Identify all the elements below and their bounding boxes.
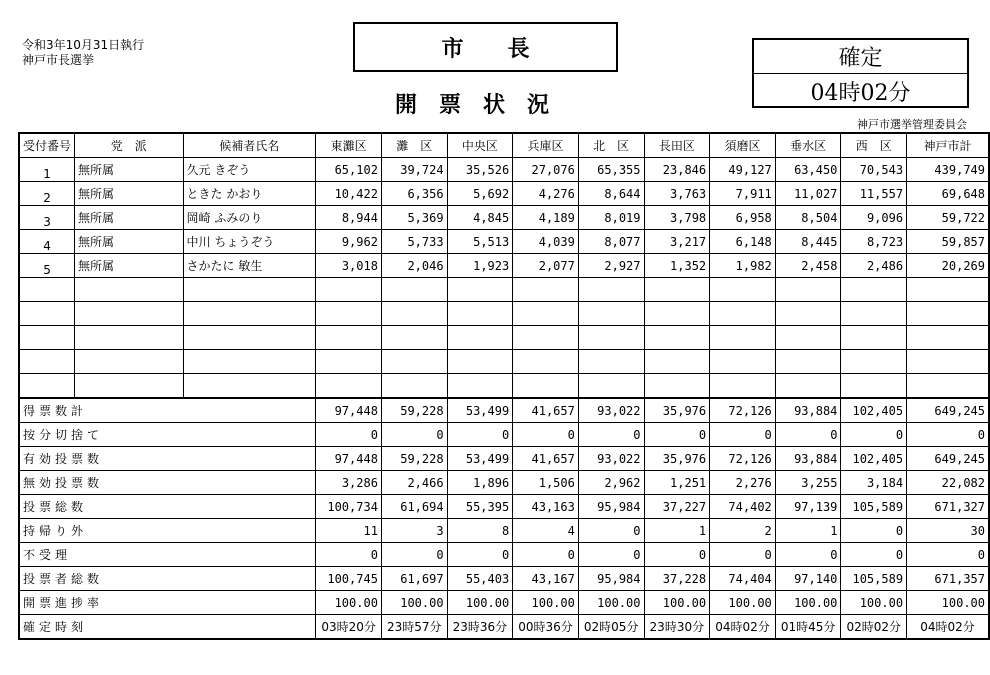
summary-value: 0 [578, 423, 644, 447]
empty-cell [907, 350, 989, 374]
summary-label: 開票進捗率 [19, 591, 316, 615]
summary-value: 11 [316, 519, 382, 543]
empty-cell [513, 374, 579, 399]
empty-cell [775, 350, 841, 374]
summary-value: 74,404 [710, 567, 776, 591]
empty-cell [578, 374, 644, 399]
candidate-party: 無所属 [75, 254, 183, 278]
candidate-name: 中川 ちょうぞう [183, 230, 316, 254]
summary-value: 0 [316, 543, 382, 567]
summary-value: 97,140 [775, 567, 841, 591]
summary-value: 1,251 [644, 471, 710, 495]
summary-value: 0 [710, 423, 776, 447]
vote-count: 59,722 [907, 206, 989, 230]
empty-cell [775, 326, 841, 350]
empty-cell [75, 326, 183, 350]
party-header: 党 派 [75, 133, 183, 158]
election-date: 令和3年10月31日執行 [22, 38, 145, 52]
district-header: 須磨区 [710, 133, 776, 158]
summary-value: 649,245 [907, 398, 989, 423]
summary-value: 4 [513, 519, 579, 543]
summary-value: 100.00 [578, 591, 644, 615]
summary-label: 投票者総数 [19, 567, 316, 591]
candidate-party: 無所属 [75, 182, 183, 206]
empty-cell [578, 302, 644, 326]
summary-value: 0 [381, 423, 447, 447]
vote-count: 8,019 [578, 206, 644, 230]
summary-value: 93,884 [775, 398, 841, 423]
district-header: 中央区 [447, 133, 513, 158]
vote-count: 49,127 [710, 158, 776, 182]
final-time: 03時20分 [316, 615, 382, 640]
empty-cell [447, 374, 513, 399]
empty-cell [644, 278, 710, 302]
vote-count: 65,355 [578, 158, 644, 182]
candidate-number: 1 [19, 158, 75, 182]
empty-cell [75, 302, 183, 326]
summary-value: 100.00 [316, 591, 382, 615]
vote-count: 9,962 [316, 230, 382, 254]
summary-row [19, 519, 989, 543]
summary-value: 95,984 [578, 567, 644, 591]
organization-name: 神戸市選挙管理委員会 [857, 118, 967, 131]
empty-row [19, 374, 989, 399]
summary-value: 0 [513, 543, 579, 567]
summary-value: 55,395 [447, 495, 513, 519]
header-row [19, 133, 989, 158]
summary-value: 2,276 [710, 471, 776, 495]
summary-value: 3,255 [775, 471, 841, 495]
candidate-row [19, 230, 989, 254]
summary-value: 102,405 [841, 447, 907, 471]
vote-count: 2,458 [775, 254, 841, 278]
summary-value: 0 [316, 423, 382, 447]
vote-count: 10,422 [316, 182, 382, 206]
empty-cell [513, 278, 579, 302]
summary-value: 97,448 [316, 447, 382, 471]
summary-value: 74,402 [710, 495, 776, 519]
status-box [752, 38, 969, 108]
summary-value: 55,403 [447, 567, 513, 591]
empty-cell [841, 374, 907, 399]
summary-value: 0 [841, 519, 907, 543]
summary-value: 0 [513, 423, 579, 447]
empty-cell [381, 302, 447, 326]
final-time: 01時45分 [775, 615, 841, 640]
summary-value: 100.00 [841, 591, 907, 615]
summary-value: 100.00 [513, 591, 579, 615]
empty-cell [183, 350, 316, 374]
summary-value: 105,589 [841, 495, 907, 519]
summary-value: 93,884 [775, 447, 841, 471]
empty-cell [841, 350, 907, 374]
vote-count: 2,486 [841, 254, 907, 278]
vote-count: 59,857 [907, 230, 989, 254]
summary-value: 35,976 [644, 398, 710, 423]
empty-cell [316, 350, 382, 374]
total-header: 神戸市計 [907, 133, 989, 158]
vote-count: 8,504 [775, 206, 841, 230]
summary-value: 100.00 [907, 591, 989, 615]
empty-cell [381, 326, 447, 350]
summary-value: 0 [775, 543, 841, 567]
summary-value: 0 [578, 519, 644, 543]
empty-cell [447, 302, 513, 326]
empty-cell [316, 278, 382, 302]
summary-value: 2,962 [578, 471, 644, 495]
vote-count: 2,046 [381, 254, 447, 278]
summary-value: 0 [710, 543, 776, 567]
vote-count: 4,845 [447, 206, 513, 230]
summary-value: 0 [447, 543, 513, 567]
summary-value: 0 [775, 423, 841, 447]
final-time: 23時57分 [381, 615, 447, 640]
vote-count: 3,018 [316, 254, 382, 278]
vote-count: 4,189 [513, 206, 579, 230]
summary-value: 72,126 [710, 447, 776, 471]
summary-value: 3 [381, 519, 447, 543]
summary-label: 投票総数 [19, 495, 316, 519]
vote-count: 65,102 [316, 158, 382, 182]
summary-row [19, 495, 989, 519]
summary-value: 43,163 [513, 495, 579, 519]
summary-value: 102,405 [841, 398, 907, 423]
candidate-name: 岡崎 ふみのり [183, 206, 316, 230]
final-time: 04時02分 [907, 615, 989, 640]
candidate-row [19, 182, 989, 206]
summary-value: 2 [710, 519, 776, 543]
vote-count: 3,217 [644, 230, 710, 254]
empty-cell [578, 278, 644, 302]
empty-row [19, 302, 989, 326]
vote-count: 20,269 [907, 254, 989, 278]
vote-count: 63,450 [775, 158, 841, 182]
page-subtitle: 開票状況 [395, 93, 572, 118]
empty-cell [75, 278, 183, 302]
empty-cell [19, 302, 75, 326]
district-header: 兵庫区 [513, 133, 579, 158]
vote-count: 5,733 [381, 230, 447, 254]
candidate-row [19, 158, 989, 182]
empty-cell [183, 278, 316, 302]
vote-count: 5,369 [381, 206, 447, 230]
candidate-number: 4 [19, 230, 75, 254]
candidate-number: 5 [19, 254, 75, 278]
summary-value: 0 [381, 543, 447, 567]
empty-cell [513, 350, 579, 374]
candidate-name: ときた かおり [183, 182, 316, 206]
candidate-number: 3 [19, 206, 75, 230]
empty-row [19, 326, 989, 350]
summary-value: 30 [907, 519, 989, 543]
results-table [18, 132, 990, 640]
summary-value: 3,286 [316, 471, 382, 495]
empty-cell [447, 350, 513, 374]
empty-cell [578, 326, 644, 350]
status-label: 確定 [754, 40, 967, 74]
empty-cell [841, 326, 907, 350]
candidate-number: 2 [19, 182, 75, 206]
status-time: 04時02分 [810, 80, 911, 106]
empty-cell [381, 374, 447, 399]
summary-value: 35,976 [644, 447, 710, 471]
summary-value: 43,167 [513, 567, 579, 591]
empty-cell [907, 302, 989, 326]
summary-row [19, 471, 989, 495]
summary-row [19, 398, 989, 423]
empty-cell [316, 374, 382, 399]
summary-value: 671,327 [907, 495, 989, 519]
summary-value: 100.00 [447, 591, 513, 615]
summary-value: 3,184 [841, 471, 907, 495]
vote-count: 6,958 [710, 206, 776, 230]
empty-cell [907, 326, 989, 350]
summary-value: 671,357 [907, 567, 989, 591]
final-time: 00時36分 [513, 615, 579, 640]
vote-count: 9,096 [841, 206, 907, 230]
vote-count: 6,148 [710, 230, 776, 254]
summary-value: 649,245 [907, 447, 989, 471]
summary-value: 97,139 [775, 495, 841, 519]
vote-count: 1,982 [710, 254, 776, 278]
summary-value: 1,506 [513, 471, 579, 495]
summary-label: 得票数計 [19, 398, 316, 423]
empty-cell [841, 302, 907, 326]
vote-count: 1,352 [644, 254, 710, 278]
summary-value: 0 [907, 543, 989, 567]
summary-value: 53,499 [447, 398, 513, 423]
summary-value: 1 [644, 519, 710, 543]
summary-value: 61,694 [381, 495, 447, 519]
district-header: 西 区 [841, 133, 907, 158]
district-header: 灘 区 [381, 133, 447, 158]
summary-value: 97,448 [316, 398, 382, 423]
final-time: 02時02分 [841, 615, 907, 640]
vote-count: 39,724 [381, 158, 447, 182]
empty-cell [183, 374, 316, 399]
empty-cell [183, 326, 316, 350]
empty-cell [75, 374, 183, 399]
vote-count: 8,445 [775, 230, 841, 254]
summary-value: 93,022 [578, 447, 644, 471]
district-header: 垂水区 [775, 133, 841, 158]
empty-cell [644, 302, 710, 326]
summary-value: 1,896 [447, 471, 513, 495]
summary-label: 按分切捨て [19, 423, 316, 447]
summary-value: 0 [578, 543, 644, 567]
summary-row [19, 423, 989, 447]
empty-cell [316, 326, 382, 350]
vote-count: 35,526 [447, 158, 513, 182]
summary-row [19, 447, 989, 471]
summary-value: 100.00 [644, 591, 710, 615]
empty-cell [710, 278, 776, 302]
vote-count: 5,692 [447, 182, 513, 206]
empty-cell [644, 326, 710, 350]
empty-cell [775, 302, 841, 326]
summary-value: 105,589 [841, 567, 907, 591]
empty-cell [841, 278, 907, 302]
candidate-name: さかたに 敏生 [183, 254, 316, 278]
summary-value: 59,228 [381, 398, 447, 423]
vote-count: 8,723 [841, 230, 907, 254]
summary-value: 37,227 [644, 495, 710, 519]
vote-count: 5,513 [447, 230, 513, 254]
page-title: 市 長 [353, 22, 618, 72]
candidate-name: 久元 きぞう [183, 158, 316, 182]
vote-count: 11,557 [841, 182, 907, 206]
summary-value: 41,657 [513, 398, 579, 423]
vote-count: 11,027 [775, 182, 841, 206]
empty-cell [710, 326, 776, 350]
summary-value: 41,657 [513, 447, 579, 471]
summary-value: 1 [775, 519, 841, 543]
empty-cell [381, 350, 447, 374]
vote-count: 8,644 [578, 182, 644, 206]
vote-count: 23,846 [644, 158, 710, 182]
summary-value: 100.00 [381, 591, 447, 615]
vote-count: 439,749 [907, 158, 989, 182]
empty-cell [183, 302, 316, 326]
summary-label: 確定時刻 [19, 615, 316, 640]
summary-value: 37,228 [644, 567, 710, 591]
empty-cell [19, 374, 75, 399]
summary-value: 100.00 [710, 591, 776, 615]
summary-label: 無効投票数 [19, 471, 316, 495]
empty-cell [513, 326, 579, 350]
empty-cell [775, 278, 841, 302]
summary-value: 100.00 [775, 591, 841, 615]
empty-cell [907, 278, 989, 302]
summary-value: 100,734 [316, 495, 382, 519]
empty-cell [19, 350, 75, 374]
candidate-party: 無所属 [75, 230, 183, 254]
vote-count: 4,039 [513, 230, 579, 254]
empty-cell [513, 302, 579, 326]
empty-cell [447, 326, 513, 350]
summary-value: 0 [644, 543, 710, 567]
vote-count: 27,076 [513, 158, 579, 182]
vote-count: 6,356 [381, 182, 447, 206]
empty-cell [447, 278, 513, 302]
index-header: 受付番号 [19, 133, 75, 158]
summary-value: 0 [447, 423, 513, 447]
vote-count: 8,077 [578, 230, 644, 254]
vote-count: 1,923 [447, 254, 513, 278]
vote-count: 4,276 [513, 182, 579, 206]
empty-cell [907, 374, 989, 399]
summary-value: 2,466 [381, 471, 447, 495]
empty-cell [775, 374, 841, 399]
election-name: 神戸市長選挙 [22, 53, 95, 67]
vote-count: 7,911 [710, 182, 776, 206]
vote-count: 2,927 [578, 254, 644, 278]
candidate-party: 無所属 [75, 206, 183, 230]
summary-value: 93,022 [578, 398, 644, 423]
vote-count: 69,648 [907, 182, 989, 206]
summary-value: 0 [907, 423, 989, 447]
empty-row [19, 350, 989, 374]
candidate-party: 無所属 [75, 158, 183, 182]
summary-value: 0 [841, 543, 907, 567]
empty-row [19, 278, 989, 302]
summary-label: 持帰り外 [19, 519, 316, 543]
election-info [22, 38, 144, 68]
empty-cell [19, 326, 75, 350]
summary-value: 100,745 [316, 567, 382, 591]
summary-label: 不受理 [19, 543, 316, 567]
vote-count: 3,798 [644, 206, 710, 230]
empty-cell [19, 278, 75, 302]
summary-label: 有効投票数 [19, 447, 316, 471]
empty-cell [75, 350, 183, 374]
empty-cell [578, 350, 644, 374]
summary-row [19, 543, 989, 567]
district-header: 長田区 [644, 133, 710, 158]
summary-value: 8 [447, 519, 513, 543]
final-time: 23時30分 [644, 615, 710, 640]
vote-count: 3,763 [644, 182, 710, 206]
summary-value: 22,082 [907, 471, 989, 495]
empty-cell [710, 350, 776, 374]
summary-value: 72,126 [710, 398, 776, 423]
summary-row [19, 591, 989, 615]
vote-count: 8,944 [316, 206, 382, 230]
summary-value: 0 [841, 423, 907, 447]
final-time: 04時02分 [710, 615, 776, 640]
summary-row [19, 615, 989, 640]
vote-count: 70,543 [841, 158, 907, 182]
candidate-row [19, 254, 989, 278]
summary-row [19, 567, 989, 591]
candidate-header: 候補者氏名 [183, 133, 316, 158]
summary-value: 0 [644, 423, 710, 447]
summary-value: 95,984 [578, 495, 644, 519]
vote-count: 2,077 [513, 254, 579, 278]
empty-cell [644, 374, 710, 399]
summary-value: 61,697 [381, 567, 447, 591]
final-time: 02時05分 [578, 615, 644, 640]
empty-cell [316, 302, 382, 326]
final-time: 23時36分 [447, 615, 513, 640]
summary-value: 59,228 [381, 447, 447, 471]
empty-cell [381, 278, 447, 302]
district-header: 東灘区 [316, 133, 382, 158]
candidate-row [19, 206, 989, 230]
empty-cell [710, 302, 776, 326]
empty-cell [710, 374, 776, 399]
empty-cell [644, 350, 710, 374]
district-header: 北 区 [578, 133, 644, 158]
summary-value: 53,499 [447, 447, 513, 471]
